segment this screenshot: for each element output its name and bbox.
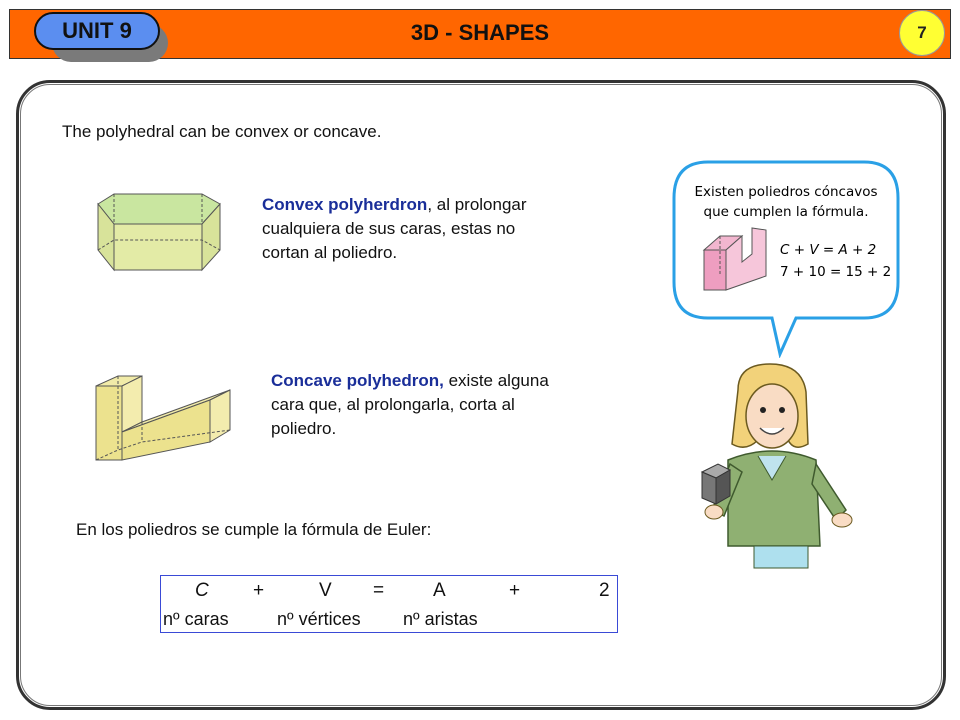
formula-equals: =	[373, 580, 385, 601]
convex-description	[262, 193, 622, 265]
page-number: 7	[917, 23, 927, 42]
unit-label: UNIT 9	[62, 18, 132, 43]
formula-vertices-label: nº vértices	[277, 609, 361, 629]
formula-v: V	[319, 580, 332, 601]
formula-two: 2	[599, 580, 610, 601]
page-title: 3D - SHAPES	[410, 20, 550, 45]
formula-plus-1: +	[253, 580, 265, 601]
convex-line1: , al prolongar	[427, 195, 527, 214]
speech-bubble	[668, 158, 904, 358]
teacher-illustration	[698, 360, 858, 572]
page-number-badge	[899, 10, 945, 56]
formula-a: A	[433, 580, 446, 601]
concave-line2: cara que, al prolongarla, corta al	[271, 395, 515, 414]
bubble-example: 7 + 10 = 15 + 2	[780, 264, 892, 280]
convex-prism-illustration	[92, 190, 232, 280]
concave-term: Concave polyhedron,	[271, 371, 444, 390]
euler-formula-box	[160, 575, 618, 633]
formula-plus-2: +	[509, 580, 521, 601]
gray-block	[702, 464, 730, 504]
concave-polyhedron-illustration	[92, 372, 242, 467]
euler-intro: En los poliedros se cumple la fórmula de Euler:	[76, 520, 432, 539]
bubble-formula: C + V = A + 2	[780, 242, 877, 258]
bubble-line2: que cumplen la fórmula.	[703, 204, 869, 220]
concave-description	[271, 369, 631, 441]
concave-line3: poliedro.	[271, 419, 337, 438]
intro-text: The polyhedral can be convex or concave.	[62, 122, 382, 141]
formula-aristas-label: nº aristas	[403, 609, 478, 629]
unit-badge	[34, 12, 160, 50]
convex-line2: cualquiera de sus caras, estas no	[262, 219, 516, 238]
convex-term: Convex polyherdron	[262, 195, 428, 214]
concave-line1: existe alguna	[443, 371, 549, 390]
bubble-line1: Existen poliedros cóncavos	[694, 184, 878, 200]
convex-line3: cortan al poliedro.	[262, 243, 398, 262]
formula-c: C	[195, 580, 209, 601]
formula-caras-label: nº caras	[163, 609, 229, 629]
